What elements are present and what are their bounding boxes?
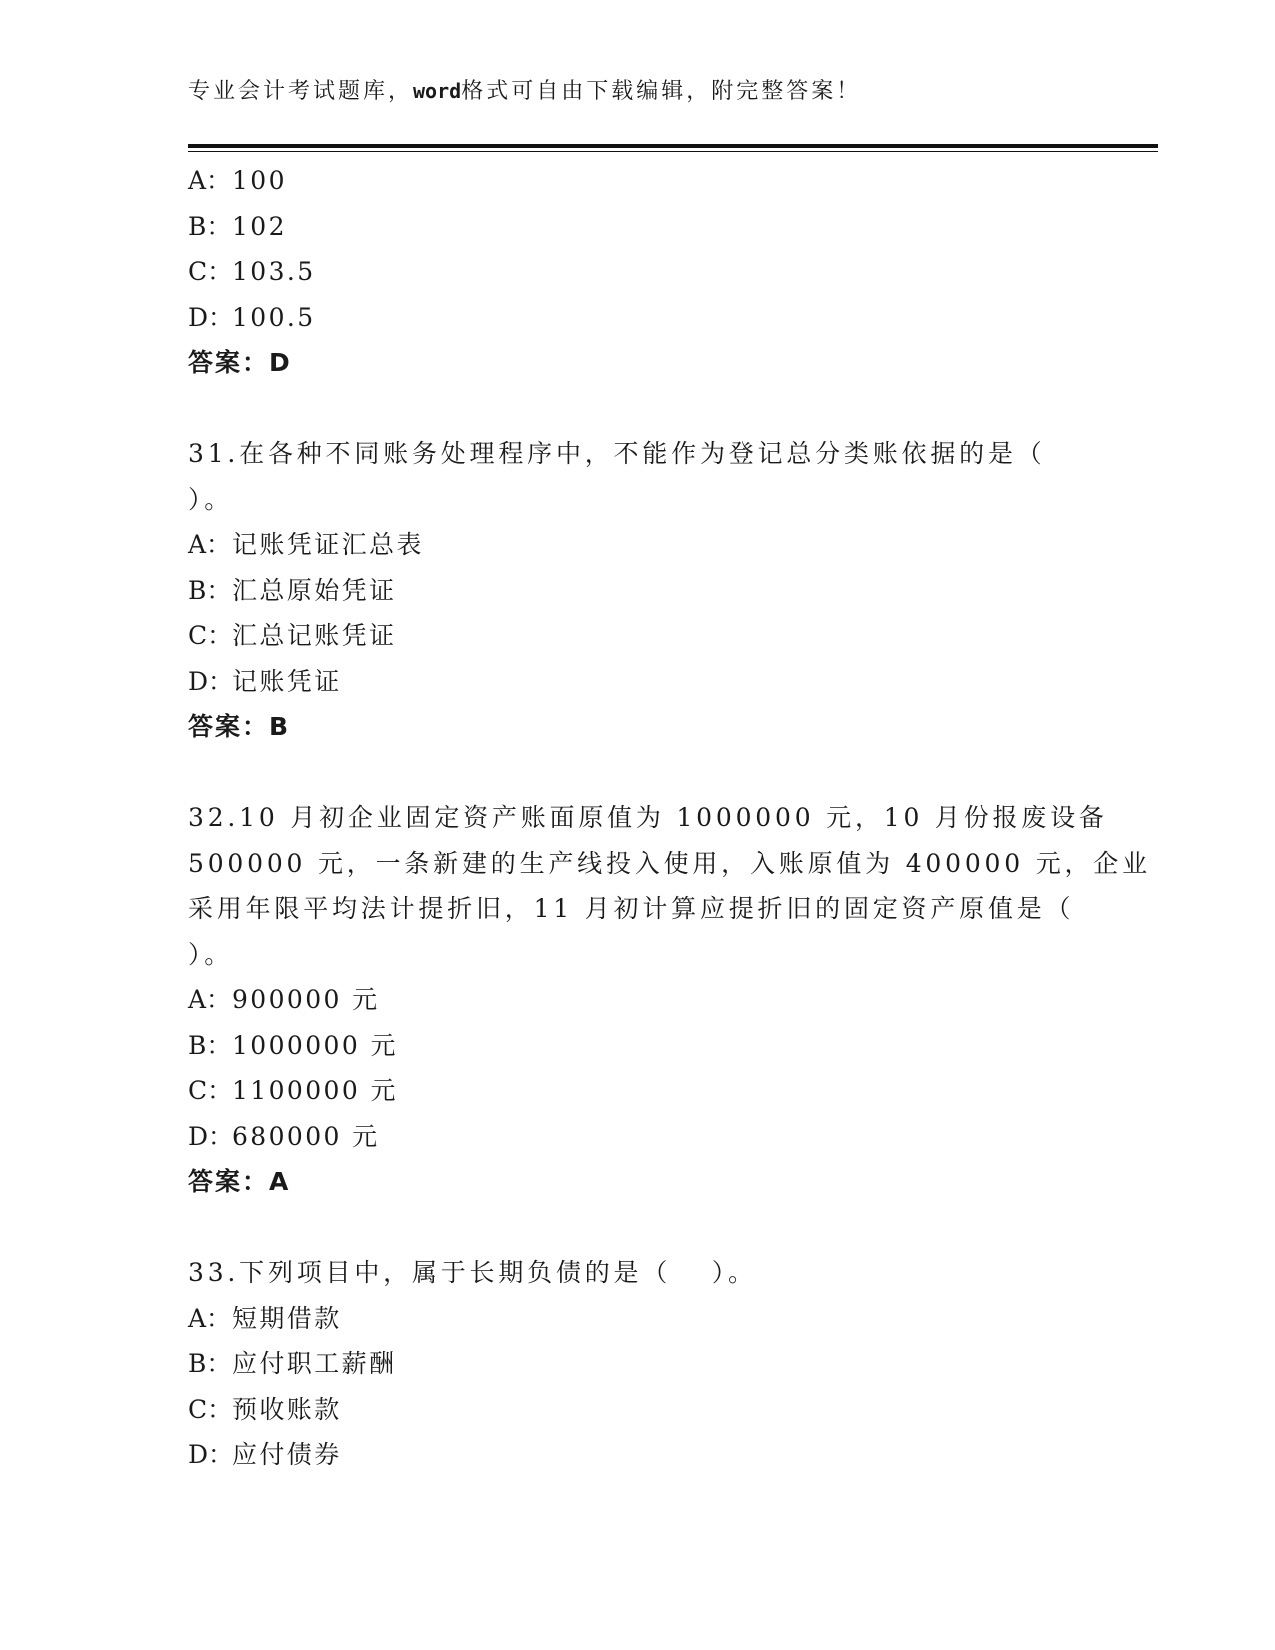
question-block-33 [188, 1250, 1088, 1478]
answer-line: 答案：D [188, 348, 292, 377]
header-rule-thick [188, 144, 1158, 148]
option-d: D：应付债券 [188, 1440, 342, 1469]
question-line: 32.10 月初企业固定资产账面原值为 1000000 元，10 月份报废设备 [188, 803, 1108, 832]
question-line: 33.下列项目中，属于长期负债的是（ ）。 [188, 1258, 757, 1287]
option-b: B：1000000 元 [188, 1030, 398, 1060]
header-rule-thin [188, 151, 1158, 152]
question-line: ）。 [188, 939, 234, 969]
page-header [188, 74, 861, 105]
question-line: ）。 [188, 484, 234, 514]
question-line: 采用年限平均法计提折旧，11 月初计算应提折旧的固定资产原值是（ [188, 894, 1075, 923]
header-text-latin: word [413, 79, 462, 103]
block-spacer [188, 1205, 1088, 1251]
option-a: A：记账凭证汇总表 [188, 530, 424, 559]
option-a: A：900000 元 [188, 985, 380, 1014]
answer-line: 答案：A [188, 1167, 291, 1196]
question-text [188, 795, 1151, 977]
question-text [188, 1250, 1088, 1296]
option-c: C：预收账款 [188, 1394, 342, 1424]
question-list [188, 158, 1151, 1478]
option-d: D：100.5 [188, 302, 316, 332]
option-a: A：100 [188, 166, 287, 195]
block-spacer [188, 750, 1088, 796]
question-line: 31.在各种不同账务处理程序中，不能作为登记总分类账依据的是（ [188, 439, 1046, 468]
header-text-before: 专业会计考试题库， [188, 79, 414, 104]
option-b: B：102 [188, 211, 287, 241]
option-b: B：应付职工薪酬 [188, 1349, 397, 1378]
option-a: A：短期借款 [188, 1303, 342, 1333]
block-spacer [188, 386, 1088, 432]
answer-line: 答案：B [188, 712, 291, 741]
question-line: 500000 元，一条新建的生产线投入使用，入账原值为 400000 元，企业 [188, 848, 1151, 878]
question-text [188, 431, 1088, 522]
question-block-31 [188, 431, 1088, 750]
option-d: D：680000 元 [188, 1121, 380, 1151]
option-d: D：记账凭证 [188, 666, 342, 696]
option-b: B：汇总原始凭证 [188, 575, 397, 605]
option-c: C：1100000 元 [188, 1076, 398, 1105]
option-c: C：103.5 [188, 257, 316, 286]
question-block-32 [188, 795, 1151, 1205]
question-block-30 [188, 158, 1088, 386]
header-text-after: 格式可自由下载编辑，附完整答案！ [461, 79, 862, 104]
option-c: C：汇总记账凭证 [188, 621, 397, 650]
